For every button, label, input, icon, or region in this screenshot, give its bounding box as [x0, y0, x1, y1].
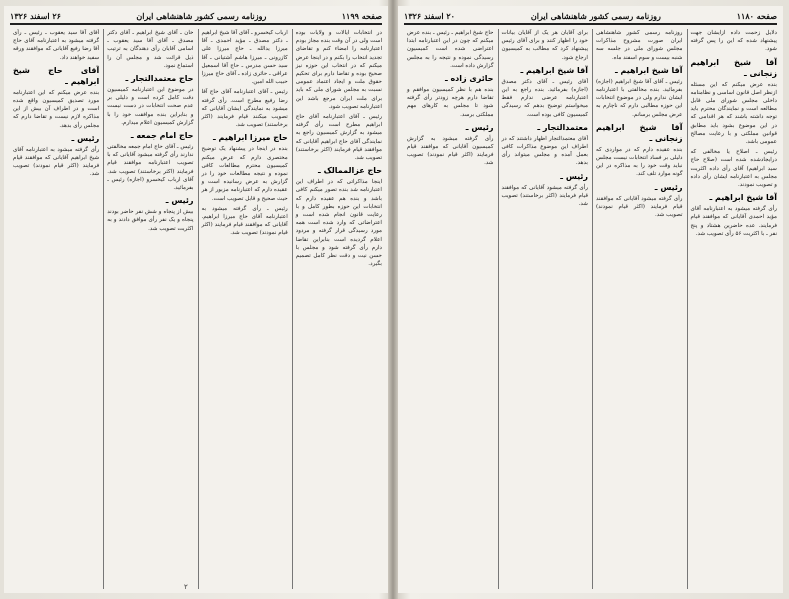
- paragraph: رأی گرفته میشود آقایانی که موافقند قیام فرمایند (اکثر قیام نمودند) تصویب شد.: [596, 195, 683, 219]
- paragraph: رئیس ـ آقای آقا شیخ ابراهیم (اجازه) بفرمائید. بنده مخالفتی با اعتبارنامه ایشان ندارم ولی در موضوع انتخابات این حوزه مطالبی دارم که ناچارم به عرض مجلس برسانم.: [596, 78, 683, 118]
- paragraph: آقای آقا سید یعقوب ـ رئیس ـ رأی گرفته میشود به اعتبارنامه آقای حاج آقا رضا رفیع آقایانی که موافقند ورقه سفید خواهند داد.: [13, 30, 100, 61]
- speaker-heading: آقا شیخ ابراهیم ـ: [614, 65, 683, 75]
- text-column: [198, 29, 288, 589]
- text-column: [103, 29, 193, 589]
- paragraph: رئیس ـ آقای اعتبارنامه آقای حاج ابراهیم مطرح است رأی گرفته میشود به گزارش کمیسیون راجع به نمایندگی آقای حاج ابراهیم آقایانی که موافقند قیام فرمایند (اکثر برخاستند) تصویب شد.: [295, 114, 382, 162]
- right-page-columns: [404, 29, 777, 589]
- paragraph: ارباب کیخسرو ـ آقای آقا شیخ ابراهیم ـ دکتر مصدق ـ مؤید احمدی ـ آقا میرزا یدالله ـ حاج میرزا علی کازرونی ـ میرزا هاشم آشتیانی ـ آقا سید حسن مدرس ـ حاج آقا اسمعیل عراقی ـ حائری زاده ـ آقای حاج میرزا حبیب الله امین.: [201, 30, 288, 86]
- speaker-heading: آقا شیخ ابراهیم ـ: [520, 65, 588, 75]
- paragraph: رأی گرفته میشود به اعتبارنامه آقای مؤید احمدی آقایانی که موافقند قیام فرمایند. عده حاضرین هشتاد و پنج نفر ـ با اکثریت ۵۶ رأی تصویب شد.: [690, 206, 777, 237]
- speaker-heading: معتمدالتجار ـ: [537, 122, 588, 132]
- speaker-heading: حائری زاده ـ: [444, 74, 494, 84]
- paragraph: روزنامه رسمی کشور شاهنشاهی ایران صورت مشروح مذاکرات مجلس شورای ملی در جلسه سه شنبه بیست و سوم اسفند ماه.: [596, 30, 683, 61]
- paragraph: بنده عقیده دارم که در مواردی که دلیلی بر فساد انتخابات نیست مجلس نباید وقت خود را به مذاکره در این گونه موارد تلف کند.: [596, 146, 683, 178]
- speaker-heading: آقای حاج شیخ ابراهیم ـ: [13, 65, 100, 86]
- speaker-heading: آقا شیخ ابراهیم ـ: [709, 193, 777, 203]
- paragraph: رئیس ـ آقای حاج امام جمعه مخالفتی ندارند رأی گرفته میشود آقایانی که با تصویب اعتبارنامه موافقند قیام فرمایند (اکثر برخاستند) تصویب شد. آقای ارباب کیخسرو (اجازه) رئیس ـ بفرمائید.: [107, 144, 194, 192]
- text-column: [687, 29, 778, 589]
- left-page: [4, 6, 388, 593]
- speaker-heading: حاج عزالممالک ـ: [318, 166, 382, 176]
- paragraph: بنده هم با نظر کمیسیون موافقم و تقاضا دارم هرچه زودتر رأی گرفته شود تا مجلس به کارهای مهم مملکتی برسد.: [407, 87, 494, 118]
- paragraph: رأی گرفته میشود به گزارش کمیسیون آقایانی که موافقند قیام فرمایند (اکثر قیام نمودند) تصویب شد.: [407, 135, 494, 167]
- paragraph: خان ـ آقای شیخ ابراهیم ـ آقای دکتر مصدق ـ آقای آقا سید یعقوب ـ اسامی آقایان رأی دهندگان به ترتیب ذیل قرائت شد و مجلس آن را استماع نمود.: [107, 30, 194, 69]
- speaker-heading: رئیس ـ: [465, 122, 494, 132]
- paragraph: رأی گرفته میشود آقایانی که موافقند قیام فرمایند (اکثر برخاستند) تصویب شد.: [501, 184, 588, 208]
- text-column: [498, 29, 589, 589]
- paragraph: رأی گرفته میشود به اعتبارنامه آقای شیخ ابراهیم آقایانی که موافقند قیام فرمایند (اکثر قیام نمودند) تصویب شد.: [13, 146, 100, 178]
- paragraph: رئیس ـ رأی گرفته میشود به اعتبارنامه آقای حاج میرزا ابراهیم. آقایانی که موافقند قیام فرمایند (اکثر قیام نمودند) تصویب شد.: [201, 205, 288, 237]
- left-header-title: روزنامه رسمی کشور شاهنشاهی ایران: [136, 10, 267, 21]
- paragraph: آقای رئیس ـ آقای دکتر مصدق (اجازه) بفرمائید. بنده راجع به این اعتبارنامه عرضی ندارم فقط میخواستم توضیح بدهم که رسیدگی کمیسیون کافی بوده است.: [501, 78, 588, 118]
- left-page-header: [10, 8, 382, 25]
- right-header-title: روزنامه رسمی کشور شاهنشاهی ایران: [530, 10, 661, 21]
- left-header-page: صفحه ۱۱۹۹: [341, 10, 382, 21]
- left-page-columns: [10, 29, 382, 589]
- text-column: [10, 29, 99, 589]
- speaker-heading: رئیس ـ: [71, 133, 100, 143]
- paragraph: دلایل زحمت داده ازایشان جهت پیشنهاد شده که این را پس گرفته شود.: [690, 30, 777, 53]
- text-column: [404, 29, 494, 589]
- paragraph: رئیس ـ اصلاح یا مخالفی که درایجادشده شده است (صلاح حاج سید ابراهیم) آقای رأی داده اکثریت مجلس به اعتبارنامه ایشان رأی داده و تصویب نمودند.: [690, 149, 777, 189]
- paragraph: در انتخابات ایالات و ولایات بوده است ولی در آن وقت بنده مجاز بودم اعتبارنامه را امضاء کنم و تقاضای تجدید انتخاب را بکنم و در اینجا عرض میکنم که در انتخاب این حوزه نیز صحیح بوده و تقاضا دارم برای تحکیم حقوق ملت و ایجاد اعتماد عمومی نسبت به مجلس شورای ملی که باید برای ملت ایران مرجع باشد این اعتبارنامه تصویب شود.: [295, 30, 382, 110]
- speaker-heading: آقا شیخ ابراهیم زنجانی ـ: [690, 57, 777, 78]
- paragraph: بنده عرض میکنم که این اعتبارنامه مورد تصدیق کمیسیون واقع شده است و در اطراف آن بیش از این مذاکره لازم نیست و تقاضا دارم که مجلس رأی بدهد.: [13, 89, 100, 129]
- paragraph: بیش از پنجاه و شش نفر حاضر بودند پنجاه و یک نفر رأی موافق دادند و به اکثریت تصویب شد.: [107, 209, 194, 232]
- text-column: [592, 29, 683, 589]
- speaker-heading: رئیس ـ: [165, 196, 194, 206]
- speaker-heading: حاج امام جمعه ـ: [130, 131, 194, 141]
- speaker-heading: آقا شیخ ابراهیم زنجانی ـ: [596, 122, 683, 143]
- speaker-heading: حاج معتمدالتجار ـ: [125, 74, 194, 84]
- right-header-page: صفحه ۱۱۸۰: [736, 10, 777, 21]
- paragraph: برای آقایان هر یک از آقایان بیانات خود را اظهار کنند و برای آقای رئیس پیشنهاد کرد که مطالب به کمیسیون ارجاع شود.: [501, 30, 588, 61]
- paragraph: رئیس ـ آقای اعتبارنامه آقای حاج آقا رضا رفیع مطرح است. رأی گرفته میشود به نمایندگی ایشان آقایانی که تصویب میکنند قیام فرمایند (اکثر برخاستند) تصویب شد.: [201, 89, 288, 129]
- right-page: [398, 6, 783, 593]
- text-column: [292, 29, 382, 589]
- paragraph: در موضوع این اعتبارنامه کمیسیون دقت کامل کرده است و دلیلی بر عدم صحت انتخابات در دست نیست و بنابراین بنده موافقت خود را با گزارش کمیسیون اعلام میدارم.: [107, 87, 194, 126]
- right-header-date: ۲۰ اسفند ۱۳۲۶: [404, 10, 455, 21]
- book-gutter: [388, 0, 398, 599]
- paragraph: اینجا مذاکراتی که در اطراف این اعتبارنامه شد بنده تصور میکنم کافی باشد و بنده هم عقیده دارم که انتخابات این حوزه بطور کامل و با رعایت قانون انجام شده است و اعتراضاتی که وارد شده است همه مورد رسیدگی قرار گرفته و مردود اعلام گردیده است بنابراین تقاضا دارم رأی گرفته شود و مجلس با حسن نیت و دقت نظر کامل تصمیم بگیرد.: [295, 179, 382, 268]
- speaker-heading: رئیس ـ: [560, 171, 588, 181]
- paragraph: بنده در اینجا در پیشنهاد یک توضیح مختصری دارم که عرض میکنم کمیسیون محترم مطالعات کافی نموده و نتیجه مطالعات خود را در گزارش به عرض رسانیده است و عقیده دارم که اعتبارنامه مزبور از هر حیث صحیح و قابل تصویب است.: [201, 146, 288, 202]
- left-page-footer-number: ۲: [184, 583, 188, 591]
- speaker-heading: حاج میرزا ابراهیم ـ: [213, 133, 288, 143]
- speaker-heading: رئیس ـ: [654, 182, 683, 192]
- left-header-date: ۲۶ اسفند ۱۳۲۶: [10, 10, 61, 21]
- paragraph: آقای معتمدالتجار اظهار داشتند که در اطراف این موضوع مذاکرات کافی بعمل آمده و مجلس میتواند رأی بدهد.: [501, 135, 588, 167]
- paragraph: حاج شیخ ابراهیم ـ رئیس ـ بنده عرض میکنم که چون در این اعتبارنامه ابتدا اعتراضی شده است کمیسیون رسیدگی نموده و نتیجه را به مجلس گزارش داده است.: [407, 30, 494, 69]
- right-page-header: [404, 8, 777, 25]
- paragraph: بنده عرض میکنم که این مسئله ازنظر اصل قانون اساسی و نظامنامه داخلی مجلس شورای ملی قابل مطالعه است و نمایندگان محترم باید توجه داشته باشند که هر اقدامی که در این موضوع بشود باید مطابق قوانین مملکتی و با رعایت مصالح عمومی باشد.: [690, 81, 777, 146]
